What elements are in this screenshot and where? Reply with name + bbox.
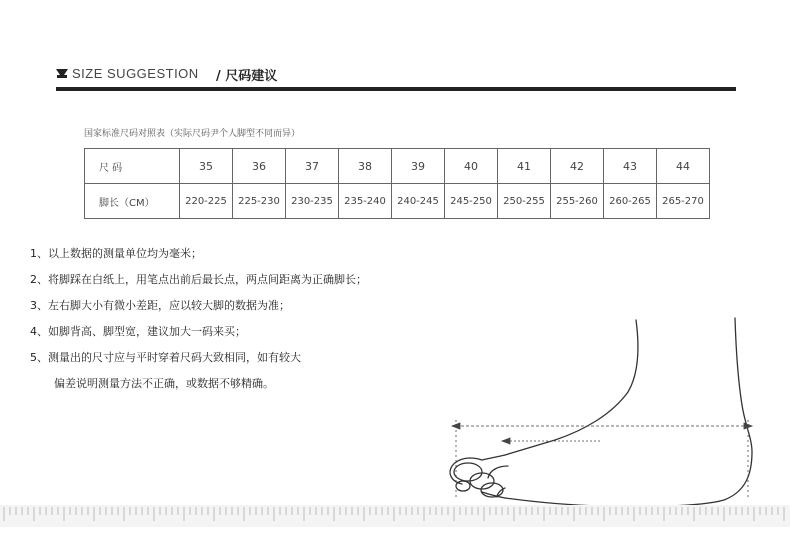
size-cell: 37 — [286, 149, 339, 184]
size-cell: 43 — [604, 149, 657, 184]
size-cell: 35 — [180, 149, 233, 184]
length-cell: 255-260 — [551, 184, 604, 219]
length-cell: 245-250 — [445, 184, 498, 219]
header-title-cn: / 尺码建议 — [216, 69, 278, 84]
size-cell: 38 — [339, 149, 392, 184]
size-cell: 40 — [445, 149, 498, 184]
length-cell: 225-230 — [233, 184, 286, 219]
size-cell: 41 — [498, 149, 551, 184]
note-item: 5、测量出的尺寸应与平时穿着尺码大致相同，如有较大 — [30, 351, 301, 364]
size-cell: 36 — [233, 149, 286, 184]
note-item: 2、将脚踩在白纸上，用笔点出前后最长点，两点间距离为正确脚长； — [30, 273, 367, 286]
length-cell: 240-245 — [392, 184, 445, 219]
note-item: 偏差说明测量方法不正确，或数据不够精确。 — [54, 377, 274, 390]
length-cell: 220-225 — [180, 184, 233, 219]
size-row-label: 尺 码 — [85, 149, 180, 184]
length-cell: 260-265 — [604, 184, 657, 219]
length-cell: 230-235 — [286, 184, 339, 219]
note-item: 1、以上数据的测量单位均为毫米； — [30, 247, 202, 260]
length-row-label: 脚长（CM） — [85, 184, 180, 219]
length-cell: 265-270 — [657, 184, 710, 219]
size-cell: 42 — [551, 149, 604, 184]
length-cell: 250-255 — [498, 184, 551, 219]
table-caption: 国家标准尺码对照表（实际尺码尹个人脚型不同而异） — [84, 129, 301, 139]
size-cell: 44 — [657, 149, 710, 184]
note-item: 4、如脚背高、脚型宽，建议加大一码来买； — [30, 325, 246, 338]
header-title-en: SIZE SUGGESTION — [72, 66, 199, 81]
length-cell: 235-240 — [339, 184, 392, 219]
note-item: 3、左右脚大小有微小差距，应以较大脚的数据为准； — [30, 299, 290, 312]
size-cell: 39 — [392, 149, 445, 184]
ruler — [0, 505, 790, 527]
